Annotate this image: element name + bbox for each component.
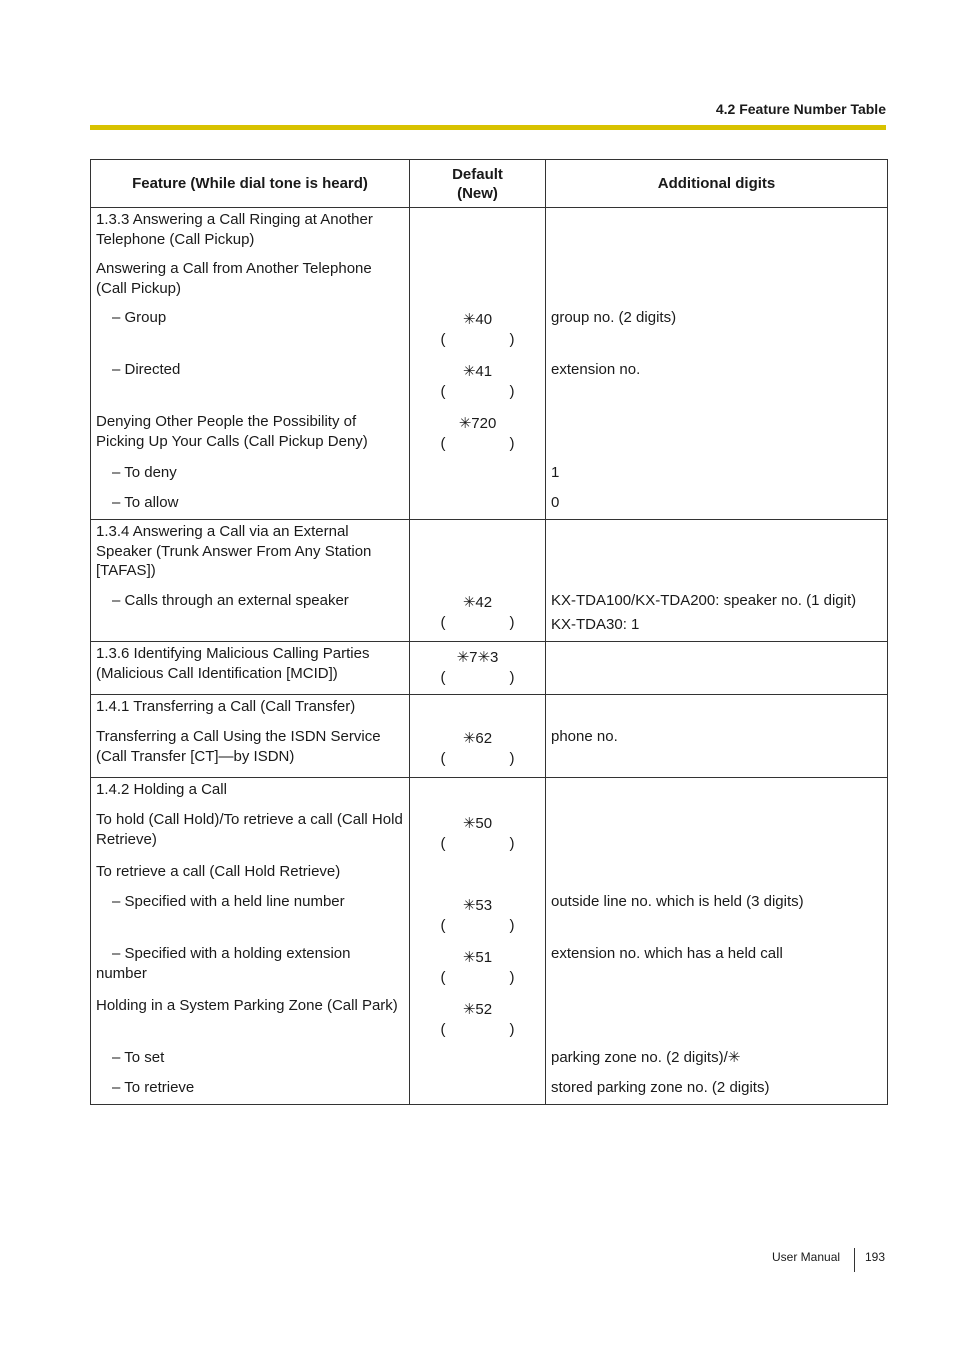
code-value: ✳51 (462, 949, 493, 966)
column-header-additional: Additional digits (546, 160, 888, 208)
row-subtitle: Holding in a System Parking Zone (Call Park) (96, 997, 398, 1014)
feature-cell (91, 520, 410, 642)
default-header-line1: Default (452, 165, 503, 183)
feature-code (410, 810, 545, 862)
code-parentheses: ( ) (440, 917, 515, 934)
code-value: ✳40 (462, 311, 493, 328)
row-title: 1.3.6 Identifying Malicious Calling Parties (Malicious Call Identification [MCID]) (96, 645, 370, 682)
feature-code (410, 725, 545, 777)
feature-cell (91, 778, 410, 1105)
code-value: ✳720 (458, 415, 497, 432)
additional-digits: extension no. which has a held call (551, 945, 783, 962)
row-title: 1.3.4 Answering a Call via an External Speaker (Trunk Answer From Any Station [TAFAS]) (96, 523, 372, 579)
code-parentheses: ( ) (440, 1021, 515, 1038)
feature-label: – To set (112, 1049, 165, 1066)
feature-label: – To deny (112, 464, 177, 481)
footer-manual-label: User Manual (772, 1250, 841, 1264)
row-subtitle: To hold (Call Hold)/To retrieve a call (Call Hold Retrieve) (96, 811, 403, 848)
additional-digits: parking zone no. (2 digits)/✳ (551, 1049, 741, 1066)
feature-code (410, 410, 545, 462)
default-cell (410, 695, 546, 778)
code-value: ✳7✳3 (456, 649, 499, 666)
row-title: 1.4.1 Transferring a Call (Call Transfer) (96, 698, 356, 715)
row-subtitle: Transferring a Call Using the ISDN Service (Call Transfer [CT]—by ISDN) (96, 728, 381, 765)
feature-label: – Specified with a holding extension number (96, 945, 351, 982)
default-cell (410, 642, 546, 695)
row-subtitle: Denying Other People the Possibility of Picking Up Your Calls (Call Pickup Deny) (96, 413, 368, 450)
additional-digits: KX-TDA100/KX-TDA200: speaker no. (1 digit) (551, 592, 857, 609)
table-row (91, 778, 888, 1105)
code-parentheses: ( ) (440, 835, 515, 852)
default-cell (410, 520, 546, 642)
digits-cell (546, 778, 888, 1105)
code-parentheses: ( ) (440, 969, 515, 986)
code-parentheses: ( ) (440, 614, 515, 631)
feature-code (410, 944, 545, 996)
digits-cell (546, 642, 888, 695)
feature-cell (91, 695, 410, 778)
additional-digits: stored parking zone no. (2 digits) (551, 1079, 770, 1096)
code-value: ✳53 (462, 897, 493, 914)
feature-code (410, 996, 545, 1048)
row-title: 1.3.3 Answering a Call Ringing at Another Telephone (Call Pickup) (96, 211, 373, 248)
code-value: ✳62 (462, 730, 493, 747)
default-cell (410, 208, 546, 520)
row-subtitle: Answering a Call from Another Telephone (Call Pickup) (96, 260, 372, 297)
code-parentheses: ( ) (440, 331, 515, 348)
code-parentheses: ( ) (440, 435, 515, 452)
header-rule (90, 125, 886, 130)
additional-digits: group no. (2 digits) (551, 309, 677, 326)
additional-digits: phone no. (551, 728, 618, 745)
code-value: ✳42 (462, 594, 493, 611)
code-value: ✳52 (462, 1001, 493, 1018)
table-header-row (91, 160, 888, 208)
digits-cell (546, 520, 888, 642)
table-row (91, 695, 888, 778)
feature-cell (91, 208, 410, 520)
table-row (91, 208, 888, 520)
digits-cell (546, 695, 888, 778)
feature-code (410, 306, 545, 358)
additional-digits: 1 (551, 464, 560, 481)
section-title: 4.2 Feature Number Table (715, 101, 886, 117)
code-parentheses: ( ) (440, 669, 515, 686)
feature-cell (91, 642, 410, 695)
code-parentheses: ( ) (440, 383, 515, 400)
additional-digits: extension no. (551, 361, 641, 378)
feature-number-table (90, 159, 888, 1105)
feature-label: – Group (112, 309, 167, 326)
code-value: ✳41 (462, 363, 493, 380)
additional-digits: outside line no. which is held (3 digits) (551, 893, 804, 910)
additional-digits: KX-TDA30: 1 (551, 616, 640, 633)
row-title: 1.4.2 Holding a Call (96, 781, 227, 798)
row-subtitle: To retrieve a call (Call Hold Retrieve) (96, 863, 341, 880)
feature-label: – Directed (112, 361, 181, 378)
feature-label: – Calls through an external speaker (112, 592, 349, 609)
table-row (91, 520, 888, 642)
column-header-feature: Feature (While dial tone is heard) (91, 160, 410, 208)
digits-cell (546, 208, 888, 520)
additional-digits: 0 (551, 494, 560, 511)
footer-divider (854, 1248, 855, 1272)
feature-label: – To allow (112, 494, 179, 511)
default-header-line2: (New) (457, 184, 498, 202)
default-cell (410, 778, 546, 1105)
feature-label: – Specified with a held line number (112, 893, 345, 910)
feature-code (410, 642, 545, 694)
code-value: ✳50 (462, 815, 493, 832)
feature-code (410, 892, 545, 944)
table-row (91, 642, 888, 695)
feature-label: – To retrieve (112, 1079, 195, 1096)
feature-code (410, 358, 545, 410)
column-header-default (410, 160, 546, 208)
feature-code (410, 589, 545, 641)
code-parentheses: ( ) (440, 750, 515, 767)
page-number: 193 (865, 1250, 886, 1264)
